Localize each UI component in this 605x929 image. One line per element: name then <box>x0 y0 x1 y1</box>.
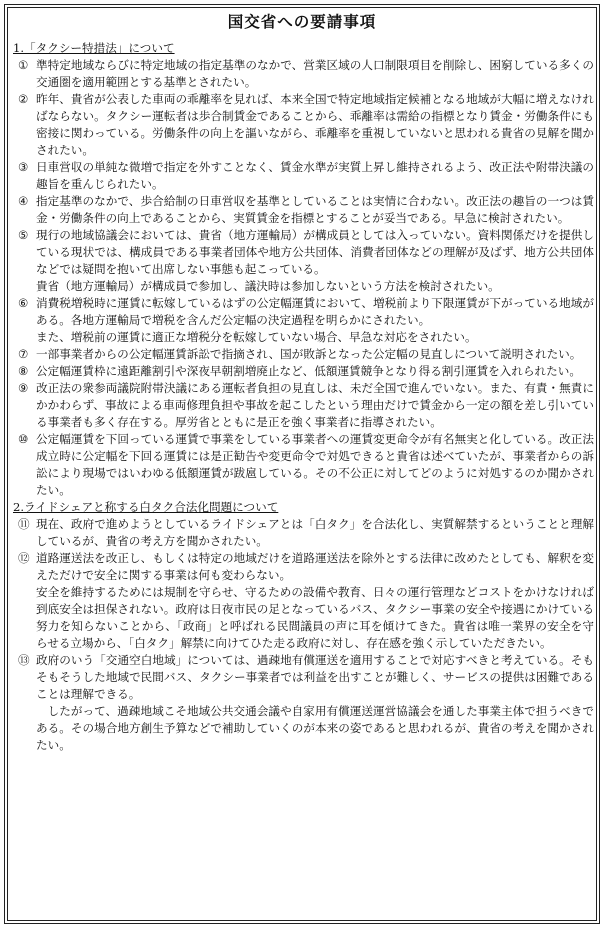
item-paragraph: 公定幅運賃枠に遠距離割引や深夜早朝割増廃止など、低額運賃競争となり得る割引運賃を入れられたい。 <box>36 364 581 378</box>
item-paragraph: 現行の地域協議会においては、貴省（地方運輸局）が構成員としては入っていない。資料関係だけを提供している現状では、構成員である事業者団体や地方公共団体、消費者団体などの理解が及ばず、地方公共団体などでは疑問を抱いて出席しない事態も起こっている。 <box>36 228 594 276</box>
request-item <box>10 227 594 295</box>
item-paragraph: 道路運送法を改正し、もしくは特定の地域だけを道路運送法を除外とする法律に改めたとしても、解釈を変えただけで安全に関する事業は何も変わらない。 <box>36 551 594 582</box>
item-number: ③ <box>18 160 29 174</box>
item-number: ⑤ <box>18 228 29 242</box>
item-number: ④ <box>18 194 29 208</box>
item-number: ⑫ <box>18 551 30 565</box>
item-paragraph: 政府のいう「交通空白地域」については、過疎地有償運送を適用することで対応すべきと考えている。そもそもそうした地域で民間バス、タクシー事業者では利益を出すことが難しく、サービスの提供は困難であることは理解できる。 <box>36 653 594 701</box>
item-number: ⑬ <box>18 653 30 667</box>
item-number: ⑩ <box>18 432 29 446</box>
item-paragraph: 消費税増税時に運賃に転嫁しているはずの公定幅運賃において、増税前より下限運賃が下がっている地域がある。各地方運輸局で増税を含んだ公定幅の決定過程を明らかにされたい。 <box>36 296 594 327</box>
request-item <box>10 295 594 346</box>
item-paragraph: したがって、過疎地域こそ地域公共交通会議や自家用有償運送運営協議会を通した事業主体で担うべきである。その場合地方創生予算などで補助していくのが本来の姿であると思われるが、貴省の考えを聞かされたい。 <box>36 704 594 752</box>
request-list <box>10 516 594 754</box>
item-number: ⑪ <box>18 517 30 531</box>
item-paragraph: 貴省（地方運輸局）が構成員で参加し、議決時は参加しないという方法を検討されたい。 <box>36 279 500 293</box>
section-heading: 1.「タクシー特措法」について <box>13 41 175 55</box>
request-list <box>10 57 594 499</box>
item-number: ⑦ <box>18 347 29 361</box>
item-paragraph: 準特定地域ならびに特定地域の指定基準のなかで、営業区域の人口制限項目を削除し、困窮している多くの交通圏を適用範囲とする基準とされたい。 <box>36 58 594 89</box>
item-paragraph: 現在、政府で進めようとしているライドシェアとは「白タク」を合法化し、実質解禁するということと理解しているが、貴省の考え方を聞かされたい。 <box>36 517 594 548</box>
item-number: ② <box>18 92 29 106</box>
item-number: ⑧ <box>18 364 29 378</box>
item-number: ⑨ <box>18 381 29 395</box>
item-paragraph: 改正法の衆参両議院附帯決議にある運転者負担の見直しは、未だ全国で進んでいない。また、有責・無責にかかわらず、事故による車両修理負担や事故を起こしたという理由だけで賃金から一定の額を差し引いている事業者も多く存在する。厚労省とともに是正を強く事業者に指導されたい。 <box>36 381 594 429</box>
request-item <box>10 346 594 363</box>
item-paragraph: 一部事業者からの公定幅運賃訴訟で指摘され、国が敗訴となった公定幅の見直しについて説明されたい。 <box>36 347 582 361</box>
item-number: ⑥ <box>18 296 29 310</box>
request-item <box>10 550 594 652</box>
request-item <box>10 380 594 431</box>
item-paragraph: 公定幅運賃を下回っている運賃で事業をしている事業者への運賃変更命令が有名無実と化している。改正法成立時に公定幅を下回る運賃には是正勧告や変更命令で対処できると貴省は述べていたが、事業者からの訴訟により現場ではいわゆる低額運賃が跋扈している。その不公正に対してどのように対処するのか聞かされたい。 <box>36 432 594 497</box>
item-paragraph: 日車営収の単純な微増で指定を外すことなく、賃金水準が実質上昇し維持されるよう、改正法や附帯決議の趣旨を重んじられたい。 <box>36 160 594 191</box>
item-paragraph: 安全を維持するためには規制を守らせ、守るための設備や教育、日々の運行管理などコストをかけなければ到底安全は担保されない。政府は日夜市民の足となっているバス、タクシー事業の安全や接遇にかけている努力を知らないことから、「政商」と呼ばれる民間議員の声に耳を傾けてきた。貴省は唯一業界の安全を守らせる立場から、「白タク」解禁に向けてひた走る政府に対し、存在感を強く示していただきたい。 <box>36 585 594 650</box>
request-item <box>10 363 594 380</box>
request-item <box>10 652 594 754</box>
document-body <box>10 12 594 754</box>
item-paragraph: また、増税前の運賃に適正な増税分を転嫁していない場合、早急な対応をされたい。 <box>36 330 477 344</box>
section-heading: 2.ライドシェアと称する白タク合法化問題について <box>13 500 279 514</box>
request-item <box>10 431 594 499</box>
item-number: ① <box>18 58 29 72</box>
item-paragraph: 昨年、貴省が公表した車両の乖離率を見れば、本来全国で特定地域指定候補となる地域が大幅に増えなければならない。タクシー運転者は歩合制賃金であることから、乖離率は需給の指標となり賃金・労働条件にも密接に関わっている。労働条件の向上を謳いながら、乖離率を重視していないと思われる貴省の見解を聞かされたい。 <box>36 92 594 157</box>
sections-container <box>10 40 594 754</box>
request-item <box>10 57 594 91</box>
request-item <box>10 193 594 227</box>
request-item <box>10 516 594 550</box>
document-title: 国交省への要請事項 <box>227 12 377 31</box>
item-paragraph: 指定基準のなかで、歩合給制の日車営収を基準としていることは実情に合わない。改正法の趣旨の一つは賃金・労働条件の向上であることから、実質賃金を指標とすることが妥当である。早急に検討されたい。 <box>36 194 594 225</box>
request-item <box>10 159 594 193</box>
request-item <box>10 91 594 159</box>
